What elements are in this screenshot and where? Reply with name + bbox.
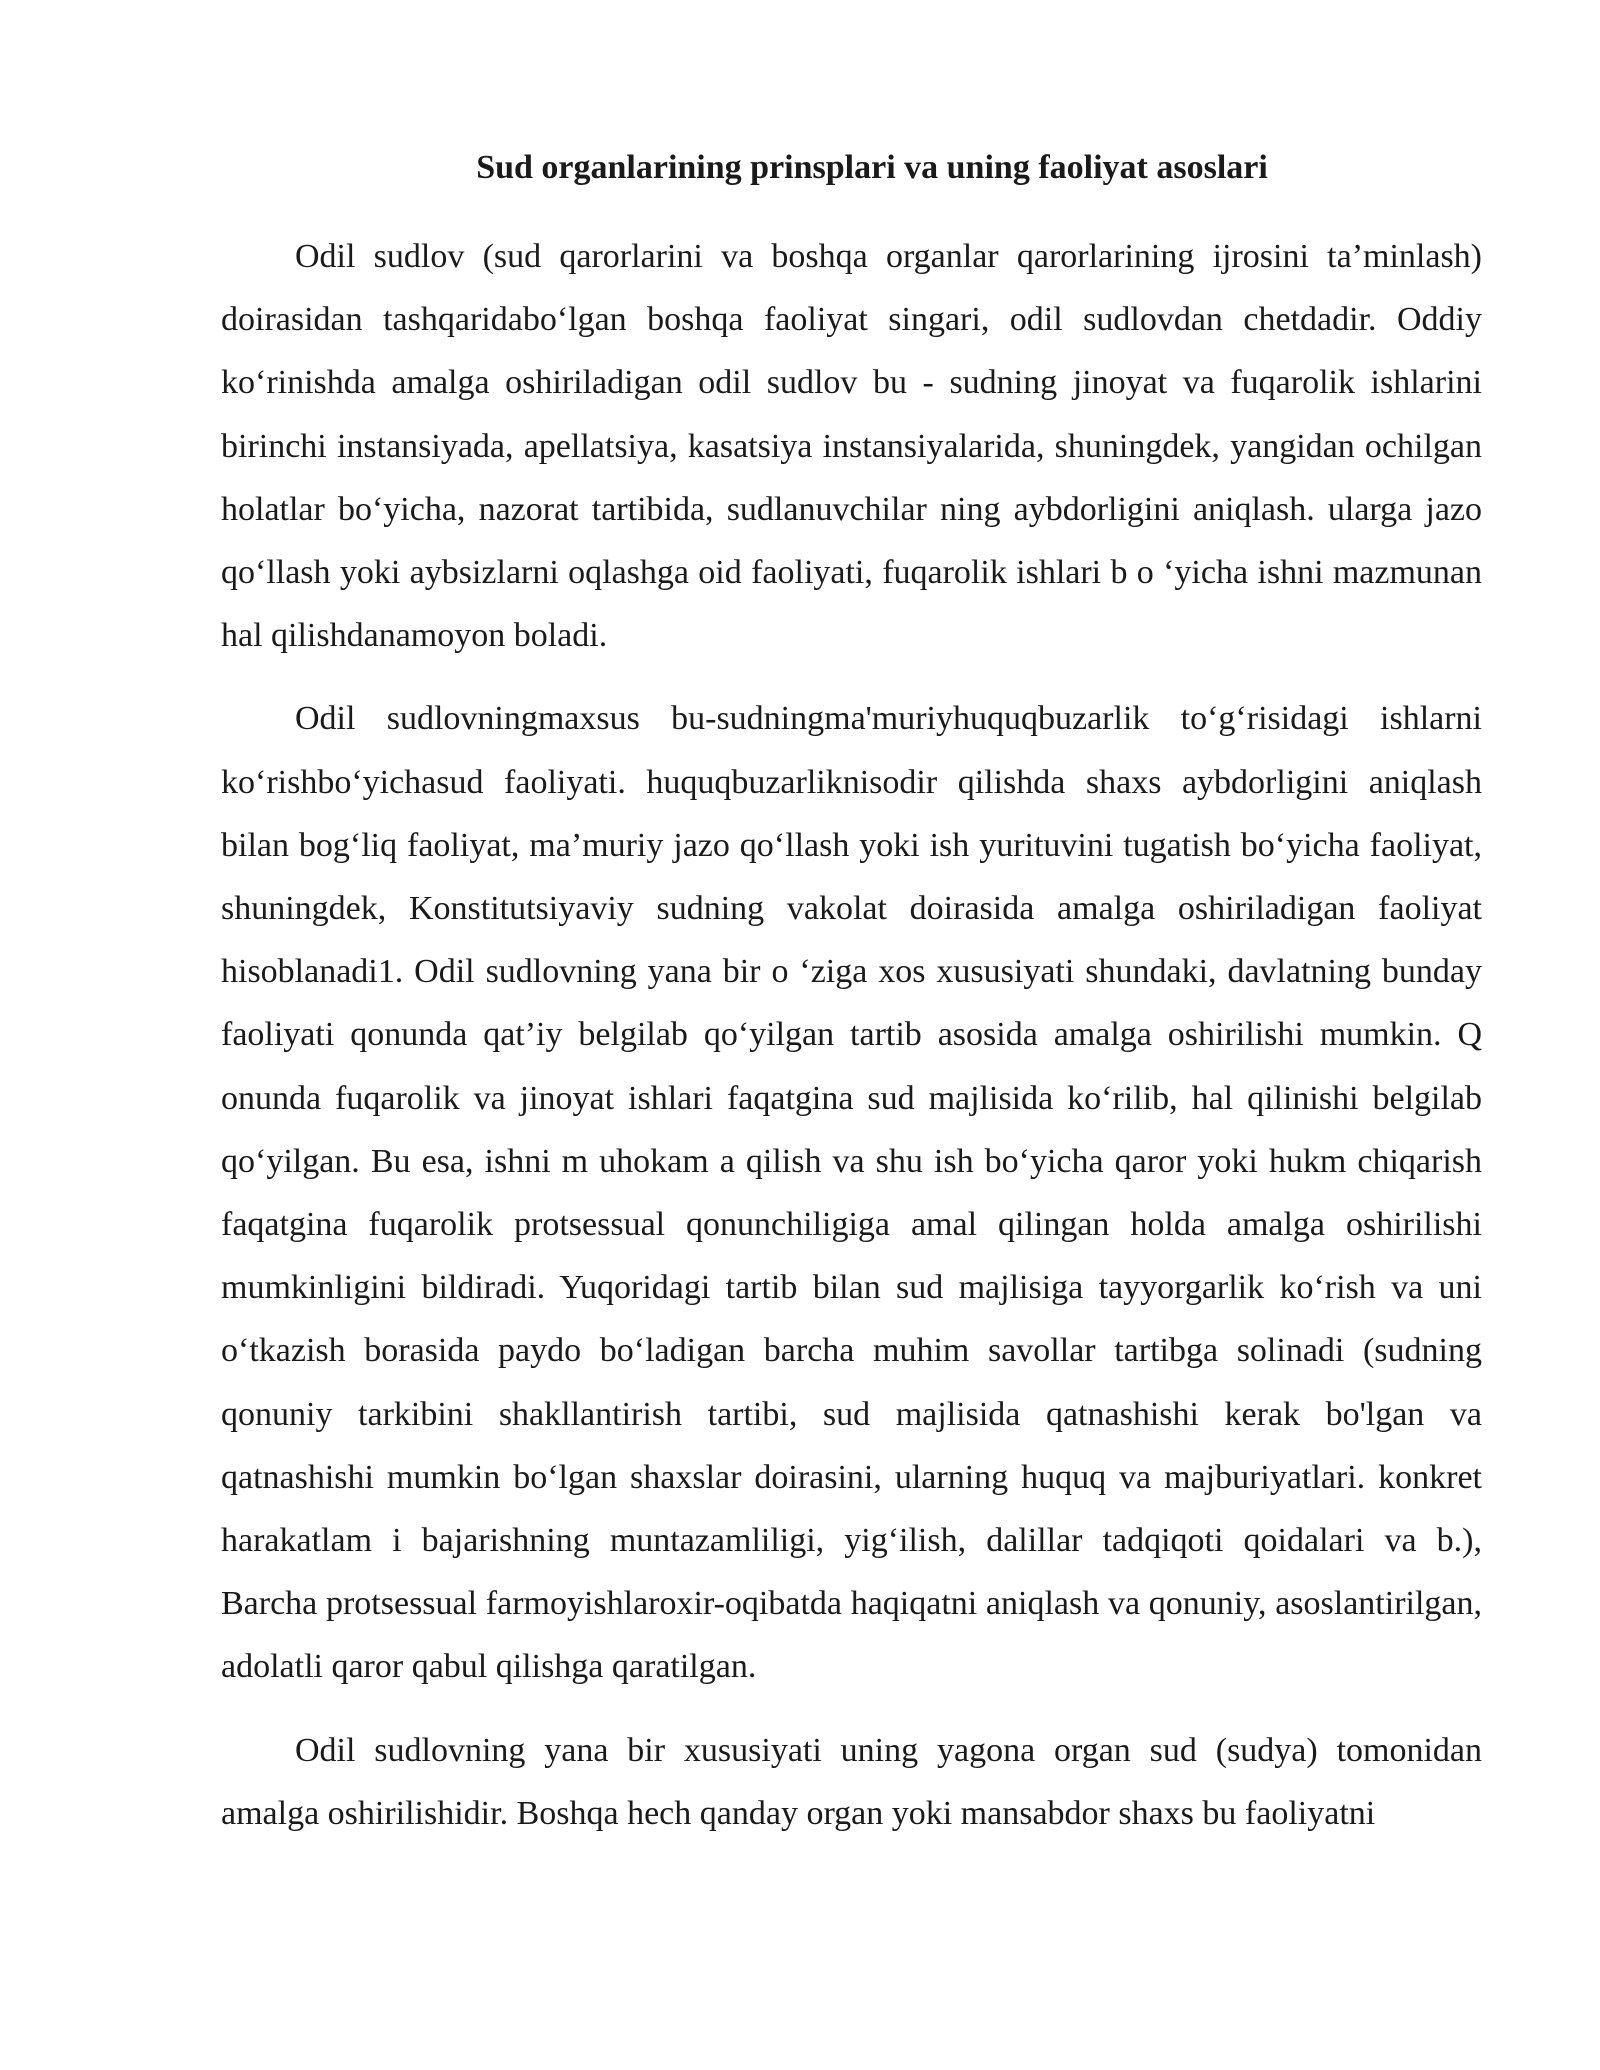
paragraph-1: Odil sudlov (sud qarorlarini va boshqa organlar qarorlarining ijrosini ta’minlash) doirasidan tashqaridabo‘lgan boshqa faoliyat singari, odil sudlovdan chetdadir. Oddiy ko‘rinishda amalga oshiriladigan odil sudlov bu - sudning jinoyat va fuqarolik ishlarini birinchi instansiyada, apellatsiya, kasatsiya instansiyalarida, shuningdek, yangidan ochilgan holatlar bo‘yicha, nazorat tartibida, sudlanuvchilar ning aybdorligini aniqlash. ularga jazo qo‘llash yoki aybsizlarni oqlashga oid faoliyati, fuqarolik ishlari b o ‘yicha ishni mazmunan hal qilishdanamoyon boladi. [221,238,1482,655]
paragraph-2: Odil sudlovningmaxsus bu-sudningma'muriyhuquqbuzarlik to‘g‘risidagi ishlarni ko‘rishbo‘yichasud faoliyati. huquqbuzarliknisodir qilishda shaxs aybdorligini aniqlash bilan bog‘liq faoliyat, ma’muriy jazo qo‘llash yoki ish yurituvini tugatish bo‘yicha faoliyat, shuningdek, Konstitutsiyaviy sudning vakolat doirasida amalga oshiriladigan faoliyat hisoblanadi1. Odil sudlovning yana bir o ‘ziga xos xususiyati shundaki, davlatning bunday faoliyati qonunda qat’iy belgilab qo‘yilgan tartib asosida amalga oshirilishi mumkin. Q onunda fuqarolik va jinoyat ishlari faqatgina sud majlisida ko‘rilib, hal qilinishi belgilab qo‘yilgan. Bu esa, ishni m uhokam a qilish va shu ish bo‘yicha qaror yoki hukm chiqarish faqatgina fuqarolik protsessual qonunchiligiga amal qilingan holda amalga oshirilishi mumkinligini bildiradi. Yuqoridagi tartib bilan sud majlisiga tayyorgarlik ko‘rish va uni o‘tkazish borasida paydo bo‘ladigan barcha muhim savollar tartibga solinadi (sudning qonuniy tarkibini shakllantirish tartibi, sud majlisida qatnashishi kerak bo'lgan va qatnashishi mumkin bo‘lgan shaxslar doirasini, ularning huquq va majburiyatlari. konkret harakatlam i bajarishning muntazamliligi, yig‘ilish, dalillar tadqiqoti qoidalari va b.), Barcha protsessual farmoyishlaroxir-oqibatda haqiqatni aniqlash va qonuniy, asoslantirilgan, adolatli qaror qabul qilishga qaratilgan. [221,700,1482,1686]
document-title: Sud organlarining prinsplari va uning faoliyat asoslari [476,149,1268,186]
document-body [221,225,1482,1865]
paragraph-3: Odil sudlovning yana bir xususiyati uning yagona organ sud (sudya) tomonidan amalga oshirilishidir. Boshqa hech qanday organ yoki mansabdor shaxs bu faoliyatni [221,1731,1482,1832]
